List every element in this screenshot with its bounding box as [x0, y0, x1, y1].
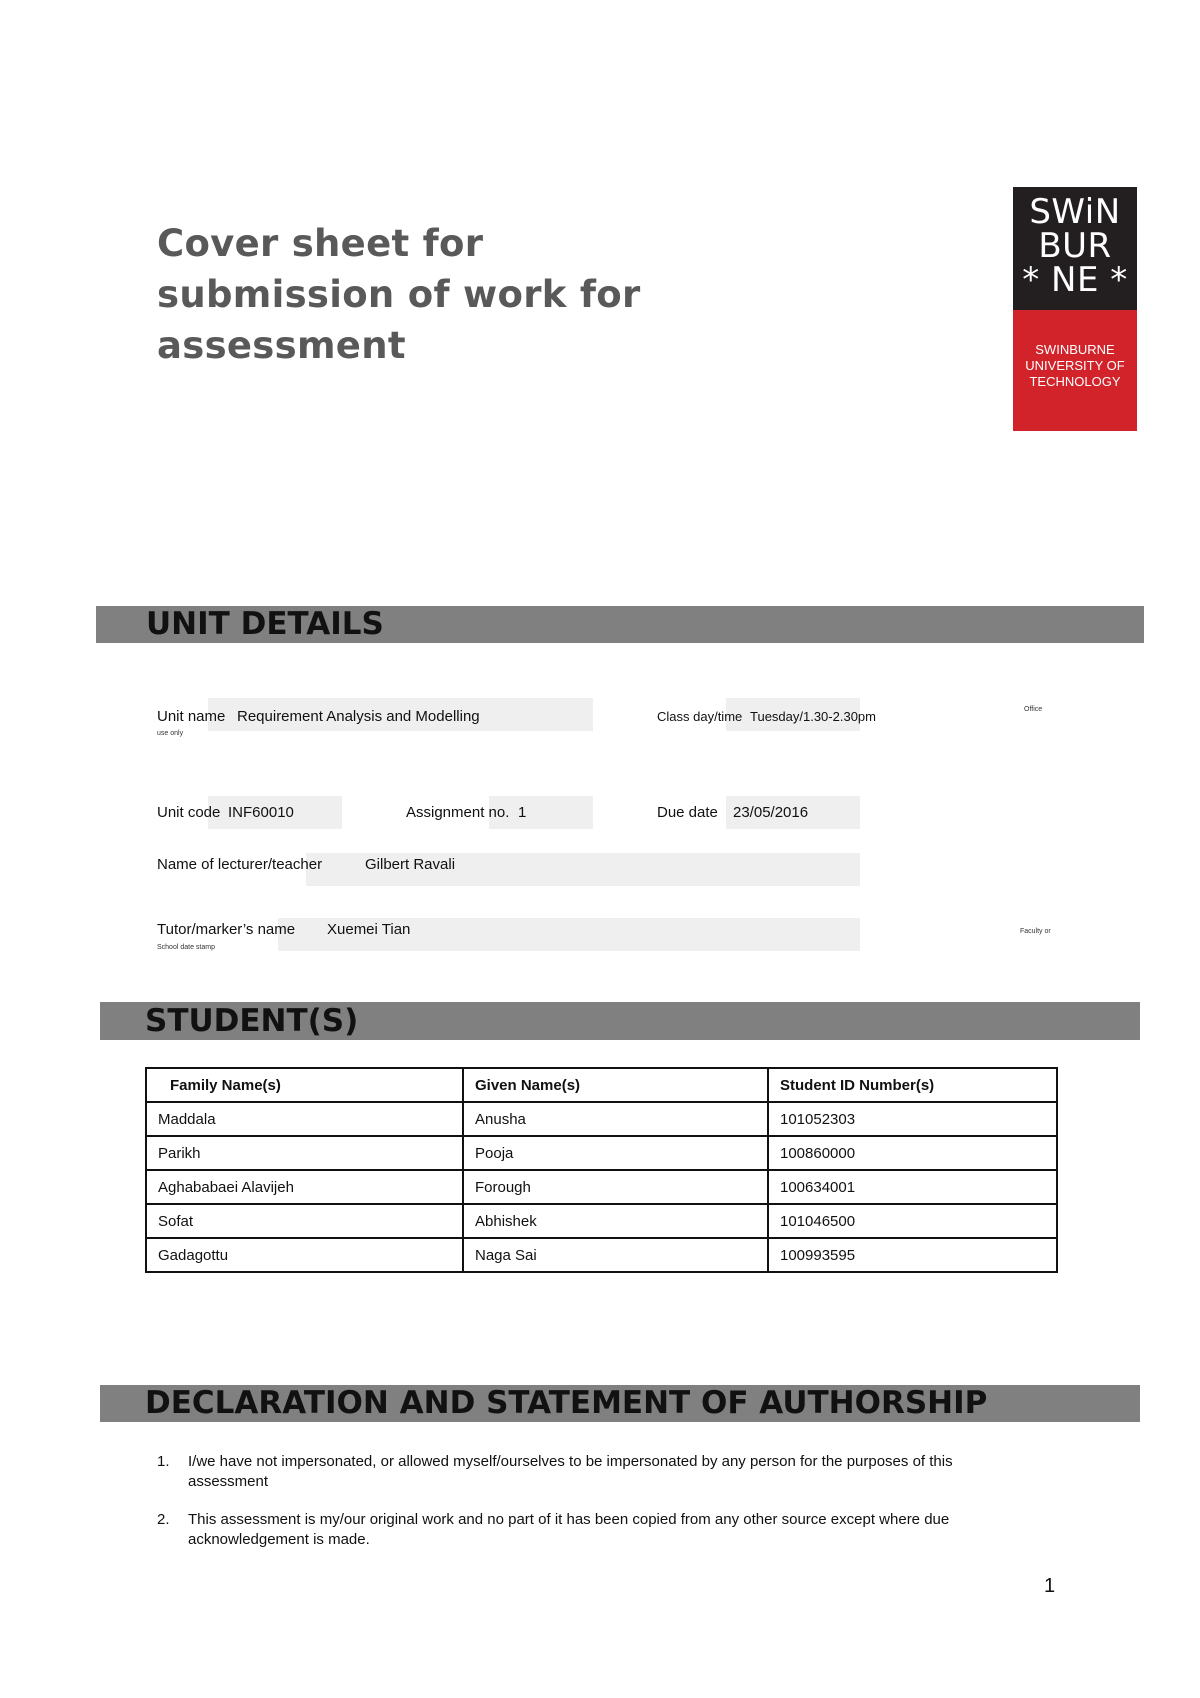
- office-label: Office: [1024, 706, 1043, 713]
- column-header-student-id: Student ID Number(s): [768, 1068, 1057, 1102]
- student-id-cell: 101052303: [768, 1102, 1057, 1136]
- logo-subtitle-line-3: TECHNOLOGY: [1029, 374, 1121, 389]
- table-row: [146, 1170, 1057, 1204]
- unit-details-heading: UNIT DETAILS: [146, 606, 384, 642]
- logo-wordmark-line-1: SWiN: [1029, 192, 1121, 232]
- student-id-cell: 101046500: [768, 1204, 1057, 1238]
- student-id-cell: 100860000: [768, 1136, 1057, 1170]
- family-name-cell: Sofat: [146, 1204, 463, 1238]
- declaration-heading: DECLARATION AND STATEMENT OF AUTHORSHIP: [145, 1385, 988, 1421]
- table-row: [146, 1102, 1057, 1136]
- students-heading: STUDENT(S): [145, 1003, 359, 1039]
- given-name-cell: Pooja: [463, 1136, 768, 1170]
- logo-wordmark-line-2: BUR: [1038, 226, 1112, 266]
- faculty-label: Faculty or: [1020, 928, 1051, 935]
- page-title: [157, 218, 641, 371]
- table-row: [146, 1204, 1057, 1238]
- tutor-label: Tutor/marker’s name: [157, 921, 296, 938]
- table-header-row: [146, 1068, 1057, 1102]
- swinburne-logo: [1013, 187, 1137, 431]
- logo-wordmark: [1013, 187, 1137, 310]
- student-id-cell: 100993595: [768, 1238, 1057, 1272]
- page-number: 1: [1044, 1575, 1056, 1597]
- table-row: [146, 1238, 1057, 1272]
- column-header-given-name: Given Name(s): [463, 1068, 768, 1102]
- school-date-stamp-label: School date stamp: [157, 944, 215, 951]
- unit-name-label: Unit name: [157, 708, 226, 725]
- family-name-cell: Maddala: [146, 1102, 463, 1136]
- logo-subtitle-line-2: UNIVERSITY OF: [1025, 358, 1125, 373]
- given-name-cell: Naga Sai: [463, 1238, 768, 1272]
- lecturer-value: Gilbert Ravali: [365, 856, 456, 873]
- title-line-2: submission of work for: [157, 273, 641, 316]
- logo-wordmark-line-3: * NE *: [1022, 260, 1128, 300]
- column-header-family-name: Family Name(s): [146, 1068, 463, 1102]
- student-id-cell: 100634001: [768, 1170, 1057, 1204]
- assignment-label: Assignment no.: [406, 804, 510, 821]
- given-name-cell: Abhishek: [463, 1204, 768, 1238]
- family-name-cell: Gadagottu: [146, 1238, 463, 1272]
- lecturer-label: Name of lecturer/teacher: [157, 856, 323, 873]
- due-date-value: 23/05/2016: [733, 804, 809, 821]
- family-name-cell: Aghababaei Alavijeh: [146, 1170, 463, 1204]
- unit-code-value: INF60010: [228, 804, 294, 821]
- logo-subtitle: [1013, 310, 1137, 431]
- unit-code-label: Unit code: [157, 804, 221, 821]
- declaration-item-number: 2.: [157, 1511, 170, 1528]
- title-line-3: assessment: [157, 324, 406, 367]
- logo-subtitle-line-1: SWINBURNE: [1035, 342, 1115, 357]
- given-name-cell: Forough: [463, 1170, 768, 1204]
- students-table: [145, 1067, 1058, 1273]
- title-line-1: Cover sheet for: [157, 222, 484, 265]
- class-day-label: Class day/time: [657, 709, 743, 724]
- unit-name-value: Requirement Analysis and Modelling: [237, 708, 480, 725]
- use-only-label: use only: [157, 730, 184, 737]
- declaration-item-text: I/we have not impersonated, or allowed myself/ourselves to be impersonated by any person for the purposes of this assessment: [188, 1453, 953, 1490]
- class-day-value: Tuesday/1.30-2.30pm: [750, 709, 876, 724]
- declaration-item-text: This assessment is my/our original work and no part of it has been copied from any other source except where due acknowledgement is made.: [188, 1511, 950, 1548]
- family-name-cell: Parikh: [146, 1136, 463, 1170]
- given-name-cell: Anusha: [463, 1102, 768, 1136]
- declaration-item-2: [157, 1510, 1027, 1550]
- tutor-value: Xuemei Tian: [327, 921, 411, 938]
- declaration-item-1: [157, 1452, 1027, 1492]
- due-date-label: Due date: [657, 804, 718, 821]
- declaration-item-number: 1.: [157, 1453, 170, 1470]
- table-row: [146, 1136, 1057, 1170]
- assignment-value: 1: [518, 804, 527, 821]
